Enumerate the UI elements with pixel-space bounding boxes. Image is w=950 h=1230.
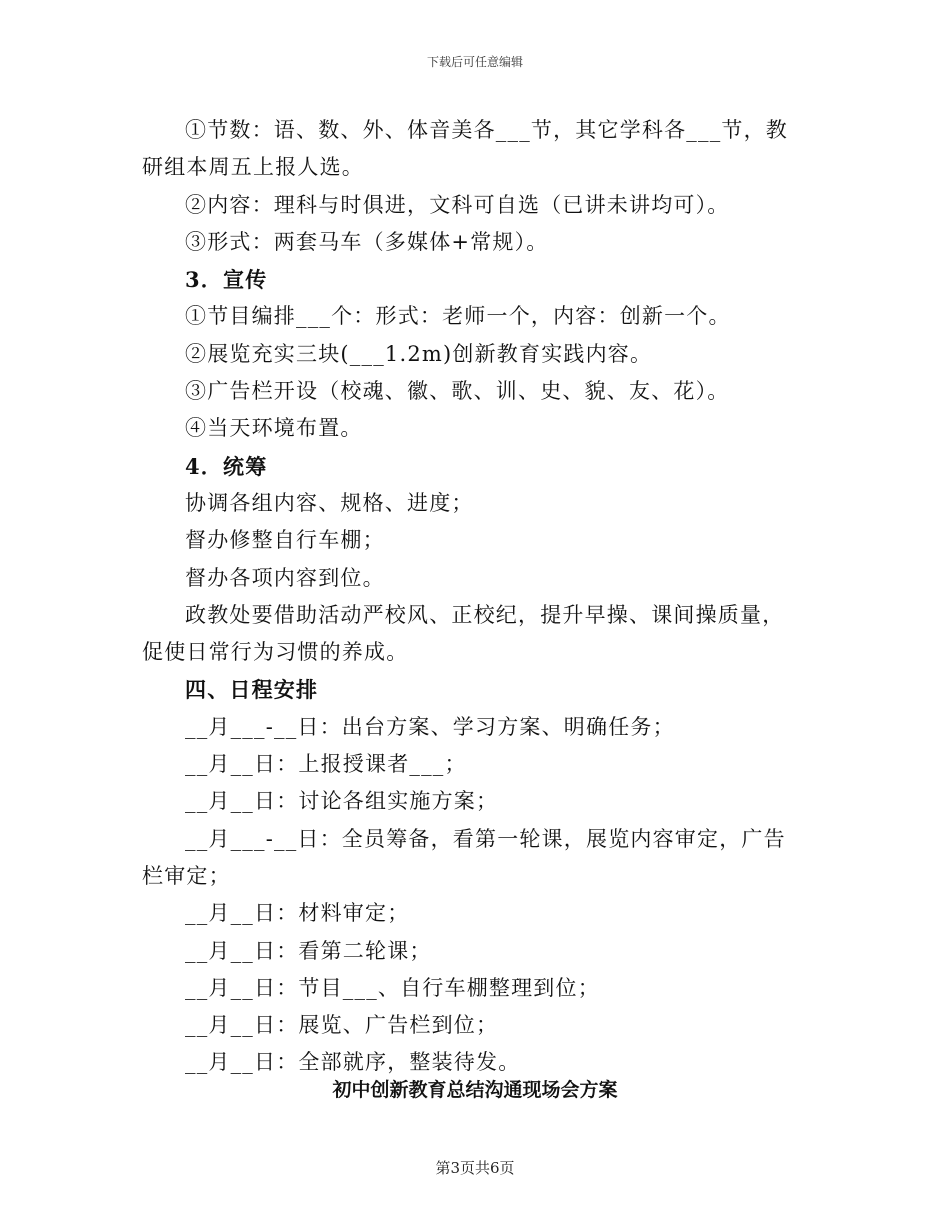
schedule-item-2: __月__日：上报授课者___； bbox=[185, 752, 467, 777]
paragraph-7: ③广告栏开设（校魂、徽、歌、训、史、貌、友、花）。 bbox=[185, 379, 730, 404]
page-header: 下载后可任意编辑 bbox=[426, 55, 523, 69]
schedule-item-8: __月__日：展览、广告栏到位； bbox=[185, 1013, 499, 1038]
paragraph-12: 督办各项内容到位。 bbox=[185, 565, 385, 590]
paragraph-6: ②展览充实三块(___1.2m)创新教育实践内容。 bbox=[185, 341, 653, 366]
paragraph-5: ①节目编排___个：形式：老师一个，内容：创新一个。 bbox=[185, 304, 731, 329]
paragraph-13: 政教处要借助活动严校风、正校纪，提升早操、课间操质量，促使日常行为习惯的养成。 bbox=[142, 602, 785, 665]
schedule-item-1: __月___-__日：出台方案、学习方案、明确任务； bbox=[185, 714, 675, 739]
section-heading-schedule: 四、日程安排 bbox=[185, 677, 319, 703]
paragraph-3: ③形式：两套马车（多媒体+常规）。 bbox=[185, 229, 549, 254]
section-heading-publicity: 3．宣传 bbox=[185, 267, 268, 293]
paragraph-2: ②内容：理科与时俱进，文科可自选（已讲未讲均可）。 bbox=[185, 192, 730, 217]
paragraph-1: ①节数：语、数、外、体音美各___节，其它学科各___节，教研组本周五上报人选。 bbox=[142, 118, 788, 180]
schedule-item-3: __月__日：讨论各组实施方案； bbox=[185, 789, 499, 814]
page-footer: 第3页共6页 bbox=[435, 1159, 515, 1177]
schedule-item-4: __月___-__日：全员筹备，看第一轮课，展览内容审定，广告栏审定； bbox=[142, 826, 786, 888]
section-heading-coordination: 4．统筹 bbox=[185, 453, 268, 479]
schedule-item-5: __月__日：材料审定； bbox=[185, 901, 410, 926]
schedule-item-6: __月__日：看第二轮课； bbox=[185, 938, 432, 963]
document-body bbox=[142, 112, 802, 1082]
schedule-item-7: __月__日：节目___、自行车棚整理到位； bbox=[185, 975, 600, 1000]
document-title: 初中创新教育总结沟通现场会方案 bbox=[332, 1079, 618, 1101]
paragraph-8: ④当天环境布置。 bbox=[185, 416, 363, 441]
paragraph-11: 督办修整自行车棚； bbox=[185, 528, 385, 553]
schedule-item-9: __月__日：全部就序，整装待发。 bbox=[185, 1050, 521, 1075]
paragraph-10: 协调各组内容、规格、进度； bbox=[185, 490, 474, 515]
